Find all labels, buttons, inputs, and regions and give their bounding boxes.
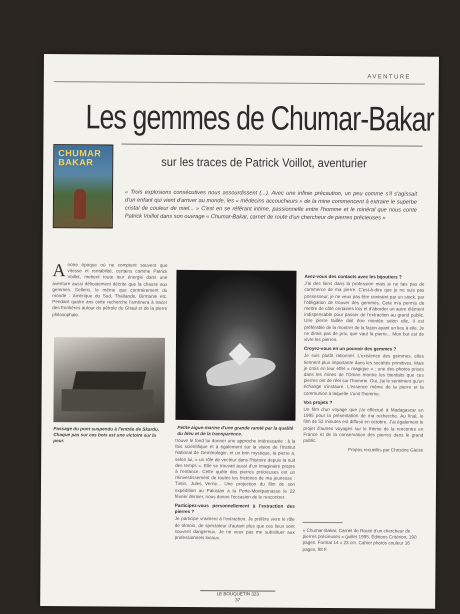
article-title: Les gemmes de Chumar-Bakar bbox=[85, 98, 434, 139]
column-2-answer: Je participe vraiment à l'extraction. Je préfère vivre le rôle de témoin, de spectateur d'autant plus que ces lieux sont souvent dangereux. Je ne veux pas me substituer aux professionnels locaux. bbox=[174, 516, 295, 541]
question-pouvoir: Croyez-vous en un pouvoir des gemmes ? bbox=[303, 346, 397, 352]
question-bijoutiers: Avez-vous des contacts avec les bijoutiers ? bbox=[304, 273, 402, 280]
column-2-text: trouve le fond lui donner une approche intéressante : à la fois scientifique et à également sur la vision de l'Institut National de Gemmologie, et un brin mystique, la pierre a, selon lui, « un rôle de vecteur dans l'histoire depuis la nuit des temps ». Elle se trouvait aussi d'un imaginaire propre à l'enfance. Cette quête des pierres précieuses est un réinvestissement de toutes les histoires de ma jeunesse : Tintin, Jules Verne... Une projection du film de son expédition au Pakistan a la Porte-Montparnasse le 22 février dernier, nous donne l'occasion de le rencontrer. bbox=[174, 437, 296, 500]
column-2-question: Participez-vous personnellement à l'extraction des pierres ? bbox=[174, 502, 295, 515]
page-number: 37 bbox=[235, 597, 241, 603]
title-divider bbox=[121, 144, 422, 147]
book-reference: « Chumar-Bakar, Carnet de Route d'un chercheur de pierres précieuses » (juillet 1995, Éditions Critérion, 190 pages. Format 14 x 23 cm. Cahier photos couleur 16 pages, 98 F. bbox=[302, 527, 417, 552]
bridge-photo bbox=[53, 337, 165, 423]
book-ref-divider bbox=[303, 522, 343, 523]
page-footer bbox=[40, 590, 435, 605]
gem-photo bbox=[175, 270, 296, 421]
rubric-divider bbox=[54, 81, 425, 85]
column-2 bbox=[175, 438, 296, 542]
column-1-text: notre époque où ne comptent souvent que vitesse et rentabilité, certains comme Patrick Voillot, mettent toute leur énergie dans une aventure aussi délicatement décrite que la chasse aux gemmes. Cellerci, le même que contrairement du monde : Amérique du Sud, Thaïlande, Birmanie etc. Pendant quatre ans cette recherche l'amènera à tracer des frontières autour du pétrole du Ghaul et de la pierre philosophale. bbox=[52, 262, 168, 317]
drop-cap: A bbox=[52, 260, 66, 281]
column-3 bbox=[303, 274, 424, 454]
book-cover-title bbox=[58, 149, 101, 167]
section-rubric: AVENTURE bbox=[367, 74, 411, 81]
article-subtitle: sur les traces de Patrick Voillot, aventurier bbox=[161, 154, 367, 171]
column-1 bbox=[52, 262, 167, 319]
article-intro: « Trois explosions consécutives nous assourdissent (...). Avec une infinie précaution, un peu comme s'il s'agissait d'un enfant qui vient d'arriver au monde, les « médecins accoucheurs » de la mine commencent à extraire le superbe cristal de couleur de miel... » C'est en se référant intime, passionnelle entre l'homme et le minéral que nous conte Patrick Voillot dans son ouvrage « Chumar-Bakar, carnet de route d'un chercheur de pierres précieuses » bbox=[124, 189, 418, 222]
magazine-name: LE BOUQUETIN 323 bbox=[216, 591, 259, 597]
gem-photo-caption: Petite aigue-marine d'une grande rareté par la qualité du bleu et de la transparence. bbox=[177, 424, 294, 437]
bridge-photo-caption: Passage du pont suspendu à l'entrée de Skardu. Chaque pas sur ces bois est une victoire sur la peur. bbox=[53, 426, 160, 444]
author-signature: Propos recueillis par Christine Gleise bbox=[347, 447, 424, 453]
photo-truck-shape bbox=[62, 389, 154, 412]
cover-line-1: CHUMAR bbox=[58, 148, 102, 159]
question-projets: Vos projets ? bbox=[303, 399, 333, 405]
cover-line-2: BAKAR bbox=[58, 157, 94, 168]
answer-bijoutiers: J'ai des liens dans la profession mais je ne fais pas de commerce de ma pierre. C'est-à-dire que je ne suis pas possesseur, je ne veux pas être contraint par un stock, par l'obligation de trouver des gemmes. Cela m'a permis de mettre de côté certaines lois et d'aborder un autre élément indispensable pour passer de l'extraction au grand public. Une pierre taillée doit être montée selon elle, il est préférable de la montrer de la façon ayant un lieu à elle. Je ne dirais pas de prix, que vaut la pierre... Mon but est de vivre les pierres. bbox=[303, 281, 425, 343]
answer-projets: Un film d'un voyage que j'ai effectué à Madagascar en 1995 pour la présentation de ma recherche. Au final, le film de 52 minutes est diffusé en octobre. J'ai également le projet d'autres voyages sur le thème de la rencontre en France et de la conservation des pierres dans le grand public. bbox=[303, 406, 424, 443]
cover-figure bbox=[74, 189, 86, 219]
book-cover-image bbox=[53, 144, 114, 228]
magazine-page bbox=[40, 54, 439, 609]
answer-pouvoir: Je suis plutôt rationnel. L'existence des gemmes, elles tiennent plus importante dans les sociétés primitives. Mais je crois en leur effet « magique » : une des photos prises dans les mines de l'Oman montre les bienfaits que ces pierres ont de réel sur l'homme. Oui, j'ai le sentiment qu'un échange s'instaure. L'essence même de la pierre et la communion à laquelle s'unit l'homme. bbox=[303, 353, 424, 397]
